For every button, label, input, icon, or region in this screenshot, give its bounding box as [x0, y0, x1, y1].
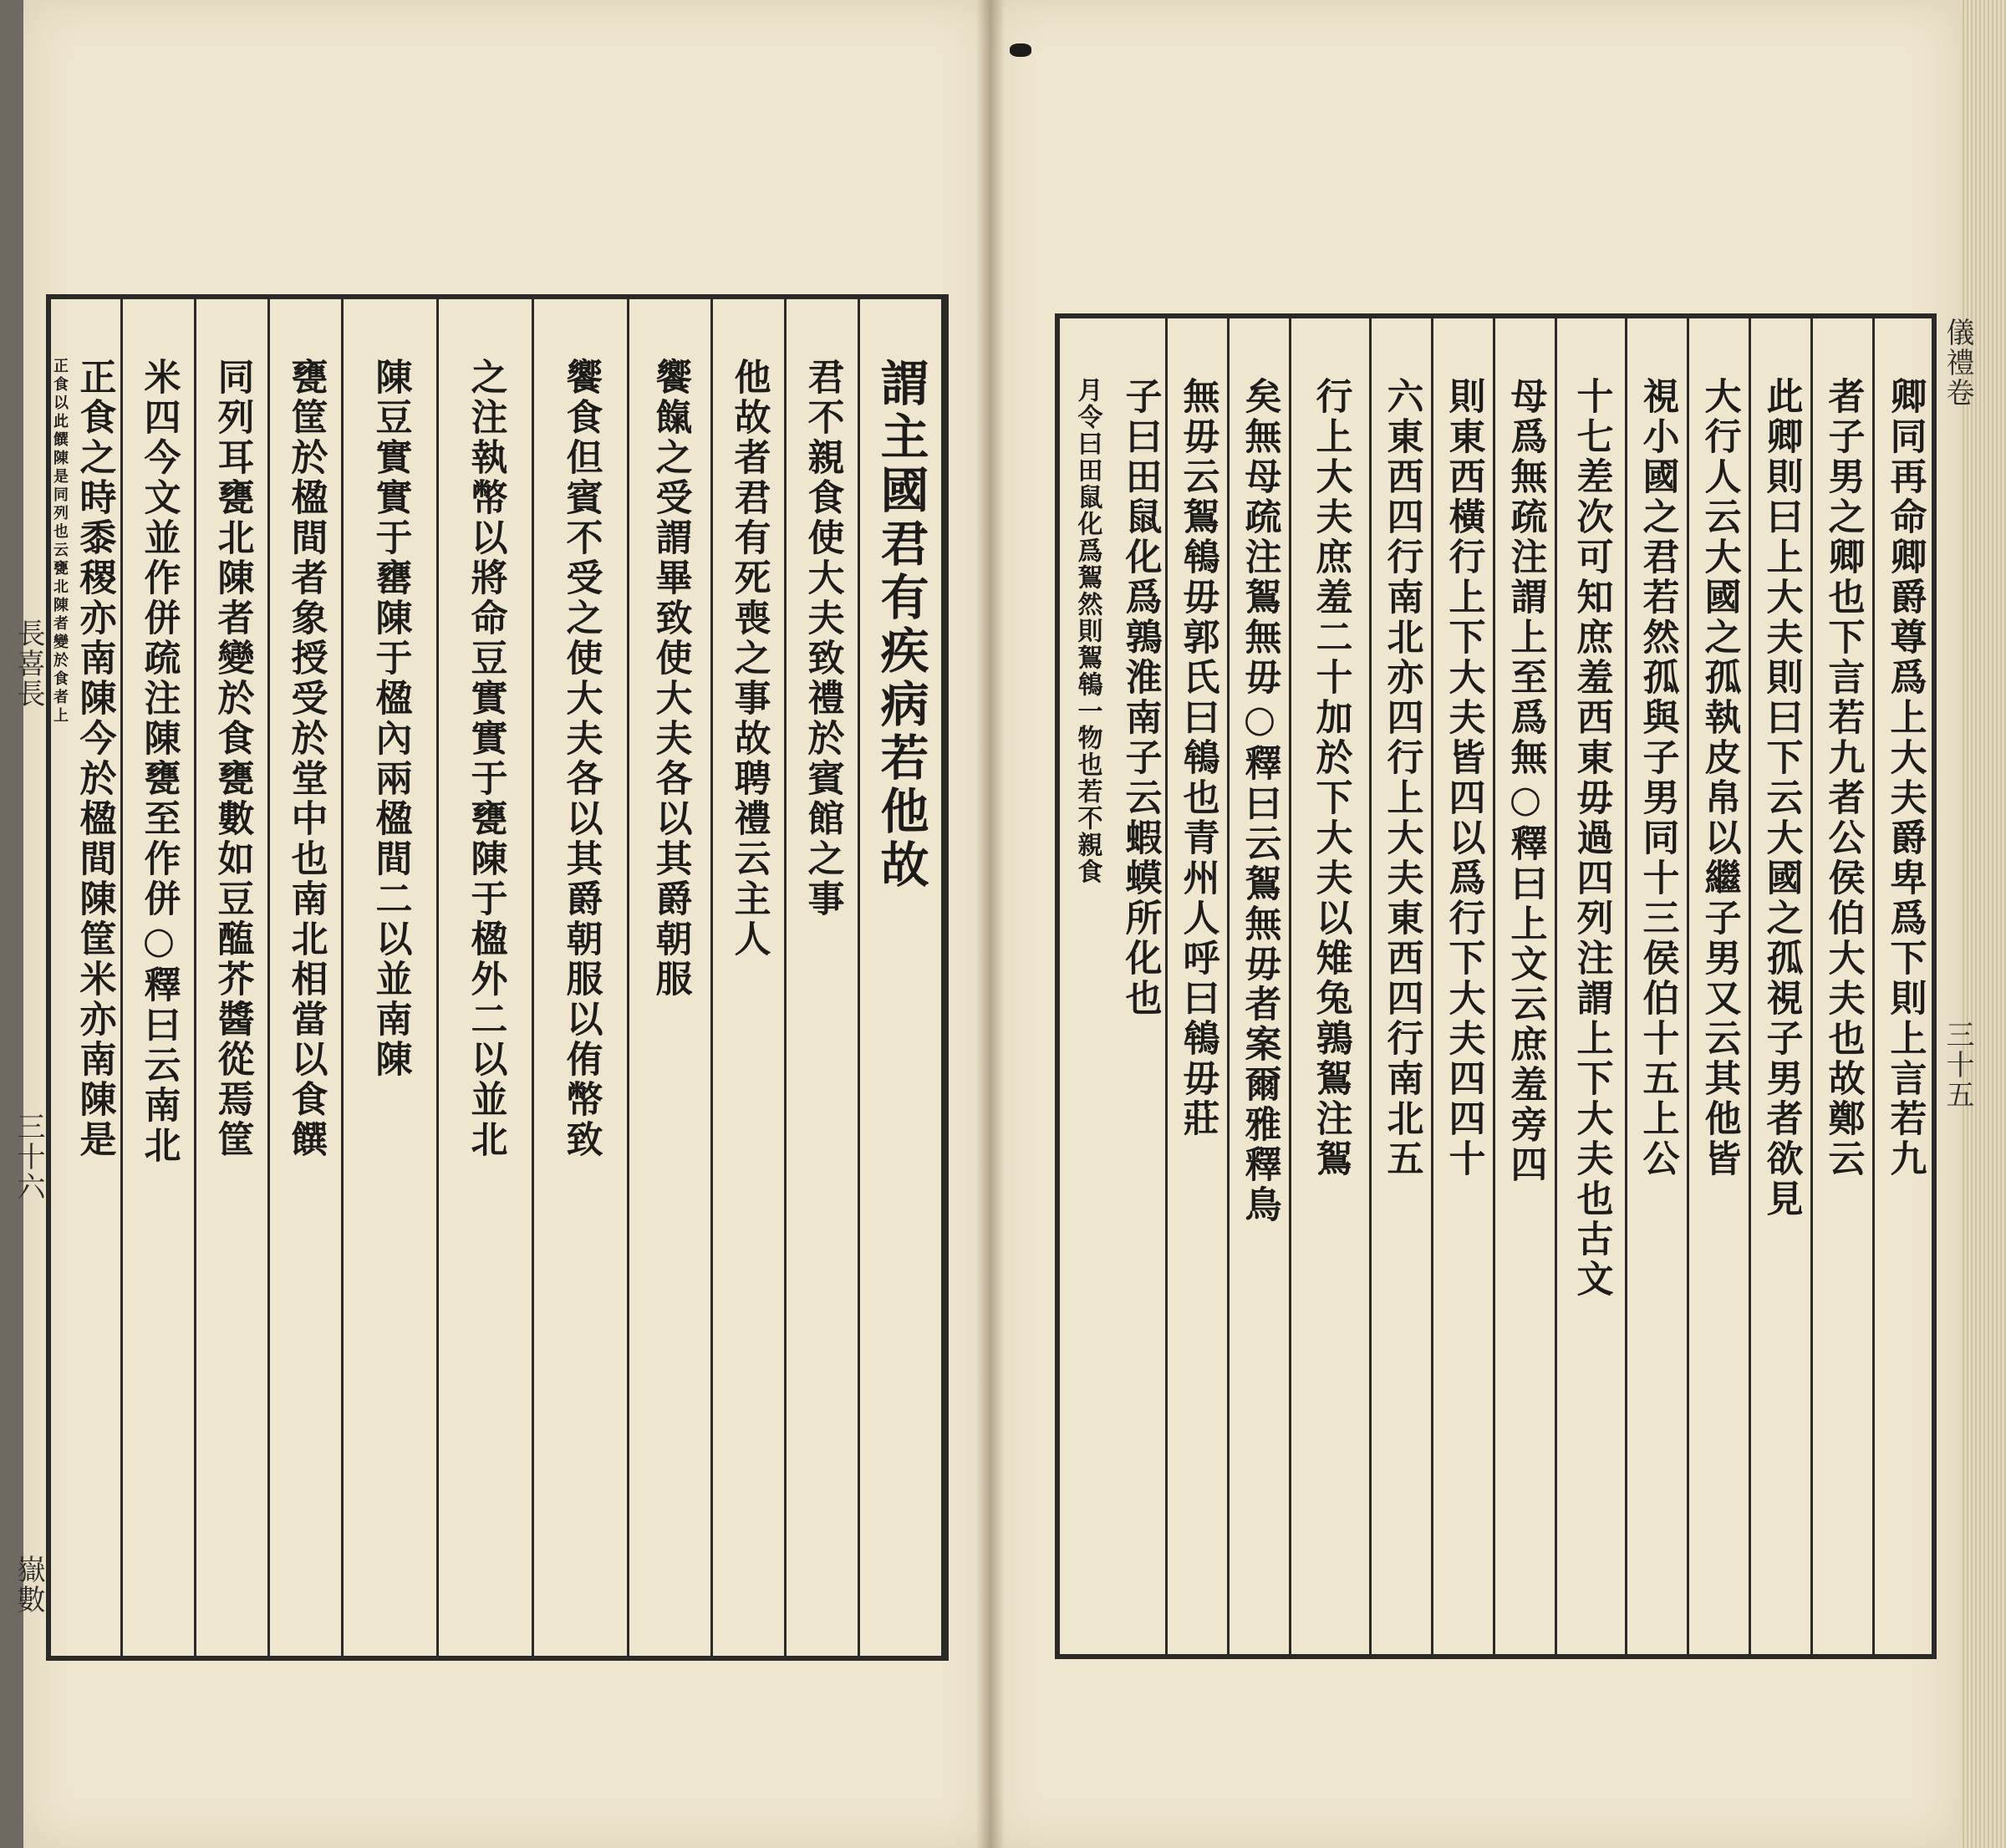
right-column-3 [1751, 318, 1813, 1654]
left-column-6 [439, 299, 534, 1656]
right-column-6 [1557, 318, 1627, 1654]
left-margin-note: 長喜長 [12, 619, 45, 709]
left-column-10 [123, 299, 196, 1656]
right-column-9 [1372, 318, 1433, 1654]
column-text: 正食之時黍稷亦南陳今於楹間陳筐米亦南陳是 [73, 358, 116, 1160]
column-text: 視小國之君若然孤與子男同十三侯伯十五上公 [1636, 377, 1679, 1179]
column-text: 六東西四行南北亦四行上大夫東西四行南北五 [1380, 377, 1423, 1179]
column-text: 無毋云鴽鴾毋郭氏曰鴾也青州人呼曰鴾毋莊 [1176, 377, 1219, 1139]
column-text: 矣無母疏注鴽無毋○釋曰云鴽無毋者案爾雅釋鳥 [1238, 377, 1281, 1225]
right-text-frame [1055, 313, 1937, 1659]
left-folio: 三十六 [12, 1112, 45, 1202]
left-bottom-note: 嶽數 [12, 1555, 45, 1615]
right-margin-note: 儀禮卷 [1941, 318, 1974, 408]
column-text: 則東西橫行上下大夫皆四以爲行下大夫四四十 [1442, 377, 1485, 1179]
book-gutter [976, 0, 1005, 1848]
right-column-10 [1291, 318, 1372, 1654]
right-column-2 [1813, 318, 1875, 1654]
right-column-5 [1627, 318, 1689, 1654]
right-column-8 [1433, 318, 1495, 1654]
column-text: 同列耳甕北陳者變於食甕數如豆醢芥醬從焉筐 [211, 358, 254, 1160]
left-column-2 [787, 299, 860, 1656]
page-edges [1960, 0, 2006, 1848]
left-column-1 [860, 299, 944, 1656]
column-text: 饗食但賓不受之使大夫各以其爵朝服以侑幣致 [559, 358, 603, 1160]
column-text: 之注執幣以將命豆實實于甕陳于楹外二以並北 [464, 358, 507, 1160]
column-text: 大行人云大國之孤執皮帛以繼子男又云其他皆 [1698, 377, 1741, 1179]
left-text-frame [46, 294, 949, 1661]
left-column-11 [68, 299, 123, 1656]
column-text: 君不親食使大夫致禮於賓館之事 [801, 358, 844, 919]
column-text: 卿同再命卿爵尊爲上大夫爵卑爲下則上言若九 [1883, 377, 1927, 1179]
right-folio: 三十五 [1941, 1020, 1974, 1110]
column-text: 子曰田鼠化爲鶉淮南子云蝦蟆所化也 [1118, 377, 1162, 1019]
column-text: 饗餼之受謂畢致使大夫各以其爵朝服 [649, 358, 692, 1000]
column-text: 月令曰田鼠化爲鴽然則鴽鴾一物也若不親食 [1072, 377, 1102, 885]
left-column-4 [629, 299, 713, 1656]
column-text: 他故者君有死喪之事故聘禮云主人 [727, 358, 771, 960]
right-column-11 [1230, 318, 1291, 1654]
right-column-4 [1689, 318, 1751, 1654]
column-text: 謂主國君有疾病若他故 [872, 358, 929, 893]
right-column-12 [1168, 318, 1230, 1654]
right-column-7 [1495, 318, 1557, 1654]
ink-blot [1010, 43, 1031, 57]
right-column-14 [1060, 318, 1114, 1654]
right-column-13 [1114, 318, 1168, 1654]
column-text: 十七差次可知庶羞西東毋過四列注謂上下大夫也古文 [1570, 377, 1613, 1300]
left-column-3 [713, 299, 787, 1656]
column-text: 甕筐於楹間者象授受於堂中也南北相當以食饌 [284, 358, 328, 1160]
column-text: 者子男之卿也下言若九者公侯伯大夫也故鄭云 [1821, 377, 1865, 1179]
right-column-1 [1875, 318, 1937, 1654]
left-column-9 [196, 299, 270, 1656]
column-text: 行上大夫庶羞二十加於下大夫以雉兔鶉鴽注鴽 [1309, 377, 1352, 1179]
column-text: 母爲無疏注謂上至爲無○釋曰上文云庶羞旁四 [1504, 377, 1547, 1185]
column-text: 正食以此饌陳是同列也云甕北陳者變於食者上 [51, 358, 69, 725]
column-text: 米四今文並作併疏注陳甕至作併○釋曰云南北 [137, 358, 181, 1166]
column-text: 陳豆實實于罋陳于楹內兩楹間二以並南陳 [369, 358, 412, 1080]
left-column-8 [270, 299, 344, 1656]
left-column-7 [344, 299, 439, 1656]
column-text: 此卿則曰上大夫則曰下云大國之孤視子男者欲見 [1759, 377, 1803, 1219]
left-column-5 [534, 299, 629, 1656]
left-column-12 [51, 299, 68, 1656]
